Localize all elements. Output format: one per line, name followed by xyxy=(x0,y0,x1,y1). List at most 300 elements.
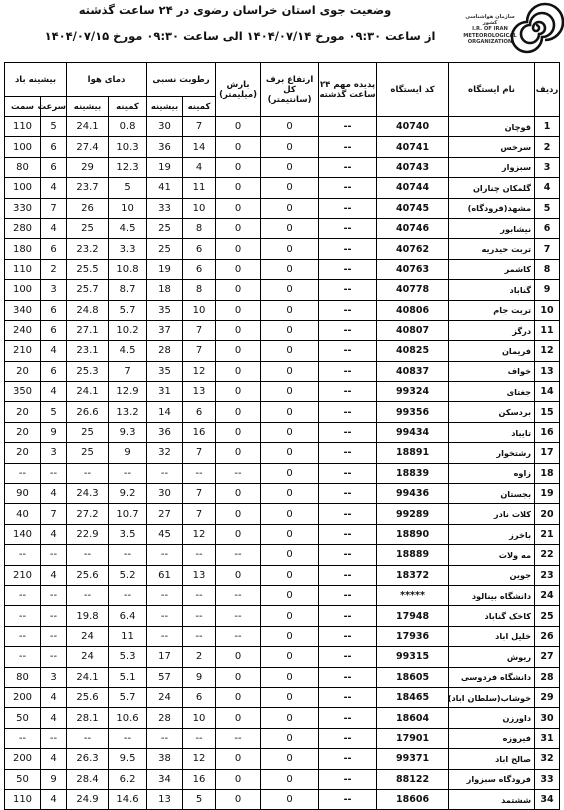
humidity-max-cell: 28 xyxy=(147,341,183,361)
temp-max-cell: 25.5 xyxy=(67,259,109,279)
wind-speed-cell: 6 xyxy=(41,320,67,340)
precipitation-cell: 0 xyxy=(216,239,261,259)
row-number-cell: 17 xyxy=(535,443,560,463)
wind-direction-cell: 110 xyxy=(5,259,41,279)
temp-min-header: کمینه xyxy=(109,97,147,117)
station-code-cell: 40763 xyxy=(377,259,449,279)
precipitation-cell: -- xyxy=(216,585,261,605)
temp-min-cell: 5.2 xyxy=(109,565,147,585)
station-code-cell: 18606 xyxy=(377,789,449,809)
col-snow-depth: ارتفاع برف کل (سانتیمتر) xyxy=(261,63,319,117)
wind-speed-cell: 9 xyxy=(41,769,67,789)
table-row xyxy=(5,708,560,728)
wind-speed-cell: -- xyxy=(41,647,67,667)
temp-max-cell: 24.1 xyxy=(67,382,109,402)
temp-min-cell: 6.4 xyxy=(109,606,147,626)
wind-direction-cell: 340 xyxy=(5,300,41,320)
humidity-max-cell: 37 xyxy=(147,320,183,340)
station-name-cell: کاشمر xyxy=(449,259,535,279)
temp-max-cell: 23.1 xyxy=(67,341,109,361)
station-name-cell: مشهد(فرودگاه) xyxy=(449,198,535,218)
humidity-max-cell: 35 xyxy=(147,361,183,381)
wind-speed-cell: 7 xyxy=(41,504,67,524)
humidity-min-cell: 7 xyxy=(183,443,216,463)
precipitation-cell: 0 xyxy=(216,218,261,238)
precipitation-cell: -- xyxy=(216,606,261,626)
humidity-min-cell: -- xyxy=(183,626,216,646)
humidity-max-cell: 32 xyxy=(147,443,183,463)
humidity-max-cell: 38 xyxy=(147,749,183,769)
precipitation-cell: -- xyxy=(216,728,261,748)
table-row xyxy=(5,484,560,504)
humidity-min-cell: 2 xyxy=(183,647,216,667)
wind-direction-cell: -- xyxy=(5,647,41,667)
snow-depth-cell: 0 xyxy=(261,626,319,646)
wind-direction-cell: 330 xyxy=(5,198,41,218)
wind-speed-cell: 6 xyxy=(41,300,67,320)
logo-line: I.R. OF IRAN xyxy=(472,26,508,33)
temp-min-cell: -- xyxy=(109,728,147,748)
temp-max-cell: 25.3 xyxy=(67,361,109,381)
wind-speed-cell: -- xyxy=(41,626,67,646)
humidity-min-cell: 6 xyxy=(183,259,216,279)
precipitation-cell: 0 xyxy=(216,198,261,218)
humidity-max-header: بیشینه xyxy=(147,97,183,117)
temp-max-cell: 27.1 xyxy=(67,320,109,340)
col-max-wind: بیشینه باد xyxy=(5,63,67,97)
station-code-cell: 40744 xyxy=(377,178,449,198)
temp-max-cell: 25.6 xyxy=(67,565,109,585)
humidity-min-cell: 6 xyxy=(183,402,216,422)
phenomenon-cell: -- xyxy=(319,687,377,707)
station-name-cell: دانشگاه فردوسی xyxy=(449,667,535,687)
wind-direction-cell: 40 xyxy=(5,504,41,524)
row-number-cell: 6 xyxy=(535,218,560,238)
wind-direction-cell: 210 xyxy=(5,565,41,585)
precipitation-cell: 0 xyxy=(216,178,261,198)
temp-max-cell: -- xyxy=(67,545,109,565)
wind-speed-cell: 6 xyxy=(41,361,67,381)
snow-depth-cell: 0 xyxy=(261,524,319,544)
table-row xyxy=(5,443,560,463)
row-number-cell: 10 xyxy=(535,300,560,320)
humidity-min-cell: 12 xyxy=(183,524,216,544)
table-row xyxy=(5,157,560,177)
table-row xyxy=(5,769,560,789)
wind-speed-cell: 4 xyxy=(41,218,67,238)
precipitation-cell: 0 xyxy=(216,769,261,789)
wind-speed-cell: 6 xyxy=(41,157,67,177)
humidity-max-cell: 14 xyxy=(147,402,183,422)
wind-speed-header: سرعت xyxy=(41,97,67,117)
temp-min-cell: 5.3 xyxy=(109,647,147,667)
logo-line: ORGANIZATION xyxy=(467,38,513,45)
temp-min-cell: 9.5 xyxy=(109,749,147,769)
temp-max-cell: 23.2 xyxy=(67,239,109,259)
temp-min-cell: 10.3 xyxy=(109,137,147,157)
station-name-cell: صالح اباد xyxy=(449,749,535,769)
station-code-cell: 40806 xyxy=(377,300,449,320)
phenomenon-cell: -- xyxy=(319,300,377,320)
snow-depth-cell: 0 xyxy=(261,157,319,177)
humidity-min-cell: 10 xyxy=(183,300,216,320)
row-number-cell: 21 xyxy=(535,524,560,544)
humidity-max-cell: 13 xyxy=(147,789,183,809)
wind-speed-cell: 5 xyxy=(41,117,67,137)
humidity-max-cell: 41 xyxy=(147,178,183,198)
temp-max-cell: 19.8 xyxy=(67,606,109,626)
phenomenon-cell: -- xyxy=(319,647,377,667)
humidity-max-cell: -- xyxy=(147,585,183,605)
station-name-cell: فیروزه xyxy=(449,728,535,748)
station-code-cell: 40807 xyxy=(377,320,449,340)
wind-direction-cell: 20 xyxy=(5,361,41,381)
table-row xyxy=(5,382,560,402)
row-number-cell: 2 xyxy=(535,137,560,157)
row-number-cell: 3 xyxy=(535,157,560,177)
wind-direction-cell: -- xyxy=(5,463,41,483)
temp-min-cell: 10 xyxy=(109,198,147,218)
phenomenon-cell: -- xyxy=(319,137,377,157)
humidity-min-cell: -- xyxy=(183,606,216,626)
precipitation-cell: 0 xyxy=(216,157,261,177)
wind-direction-cell: 100 xyxy=(5,137,41,157)
row-number-cell: 14 xyxy=(535,382,560,402)
wind-speed-cell: 4 xyxy=(41,382,67,402)
temp-max-cell: 25.7 xyxy=(67,280,109,300)
station-code-cell: 40745 xyxy=(377,198,449,218)
phenomenon-cell: -- xyxy=(319,320,377,340)
station-name-cell: جوین xyxy=(449,565,535,585)
station-code-cell: 18605 xyxy=(377,667,449,687)
snow-depth-cell: 0 xyxy=(261,687,319,707)
station-name-cell: تربت حیدریه xyxy=(449,239,535,259)
snow-depth-cell: 0 xyxy=(261,341,319,361)
temp-min-cell: 9.2 xyxy=(109,484,147,504)
humidity-max-cell: 34 xyxy=(147,769,183,789)
station-name-cell: تایباد xyxy=(449,422,535,442)
precipitation-cell: 0 xyxy=(216,382,261,402)
weather-table xyxy=(4,62,560,810)
temp-max-cell: -- xyxy=(67,728,109,748)
humidity-min-cell: 6 xyxy=(183,239,216,259)
row-number-cell: 25 xyxy=(535,606,560,626)
wind-direction-cell: -- xyxy=(5,606,41,626)
snow-depth-cell: 0 xyxy=(261,789,319,809)
phenomenon-cell: -- xyxy=(319,769,377,789)
humidity-min-cell: -- xyxy=(183,545,216,565)
wind-speed-cell: 4 xyxy=(41,178,67,198)
station-code-cell: 18889 xyxy=(377,545,449,565)
wind-speed-cell: -- xyxy=(41,463,67,483)
humidity-min-cell: 7 xyxy=(183,320,216,340)
humidity-min-cell: 10 xyxy=(183,708,216,728)
wind-direction-cell: 210 xyxy=(5,341,41,361)
humidity-max-cell: 19 xyxy=(147,259,183,279)
temp-max-cell: 26 xyxy=(67,198,109,218)
precipitation-cell: 0 xyxy=(216,443,261,463)
station-code-cell: 17936 xyxy=(377,626,449,646)
humidity-min-cell: 7 xyxy=(183,504,216,524)
table-row xyxy=(5,463,560,483)
humidity-min-cell: 16 xyxy=(183,769,216,789)
humidity-max-cell: -- xyxy=(147,463,183,483)
station-name-cell: تربت جام xyxy=(449,300,535,320)
station-name-cell: جغتای xyxy=(449,382,535,402)
humidity-min-cell: 12 xyxy=(183,361,216,381)
wind-direction-cell: -- xyxy=(5,728,41,748)
snow-depth-cell: 0 xyxy=(261,565,319,585)
wind-direction-cell: 140 xyxy=(5,524,41,544)
humidity-min-cell: 11 xyxy=(183,178,216,198)
temp-max-cell: 28.4 xyxy=(67,769,109,789)
humidity-min-cell: 16 xyxy=(183,422,216,442)
station-code-cell: 40825 xyxy=(377,341,449,361)
temp-min-cell: 4.5 xyxy=(109,341,147,361)
phenomenon-cell: -- xyxy=(319,117,377,137)
station-name-cell: درگز xyxy=(449,320,535,340)
snow-depth-cell: 0 xyxy=(261,606,319,626)
wind-direction-cell: 80 xyxy=(5,157,41,177)
snow-depth-cell: 0 xyxy=(261,259,319,279)
wind-speed-cell: 2 xyxy=(41,259,67,279)
col-relative-humidity: رطوبت نسبی xyxy=(147,63,216,97)
humidity-min-cell: -- xyxy=(183,463,216,483)
snow-depth-cell: 0 xyxy=(261,382,319,402)
table-row xyxy=(5,137,560,157)
precipitation-cell: 0 xyxy=(216,524,261,544)
row-number-cell: 24 xyxy=(535,585,560,605)
temp-max-cell: -- xyxy=(67,463,109,483)
row-number-cell: 31 xyxy=(535,728,560,748)
temp-min-cell: 7 xyxy=(109,361,147,381)
phenomenon-cell: -- xyxy=(319,402,377,422)
humidity-max-cell: 17 xyxy=(147,647,183,667)
humidity-max-cell: 18 xyxy=(147,280,183,300)
humidity-max-cell: -- xyxy=(147,626,183,646)
precipitation-cell: 0 xyxy=(216,708,261,728)
logo-line: METEOROLOGICAL xyxy=(463,32,517,39)
humidity-min-header: کمینه xyxy=(183,97,216,117)
snow-depth-cell: 0 xyxy=(261,422,319,442)
row-number-cell: 18 xyxy=(535,463,560,483)
table-row xyxy=(5,524,560,544)
station-code-cell: 99356 xyxy=(377,402,449,422)
table-row xyxy=(5,361,560,381)
wind-direction-cell: -- xyxy=(5,545,41,565)
temp-min-cell: 13.2 xyxy=(109,402,147,422)
phenomenon-cell: -- xyxy=(319,667,377,687)
table-row xyxy=(5,789,560,809)
table-row xyxy=(5,239,560,259)
wind-speed-cell: -- xyxy=(41,728,67,748)
station-code-cell: 18604 xyxy=(377,708,449,728)
humidity-min-cell: 4 xyxy=(183,157,216,177)
row-number-cell: 26 xyxy=(535,626,560,646)
temp-min-cell: 4.5 xyxy=(109,218,147,238)
report-title: وضعیت جوی استان خراسان رضوی در ۲۴ ساعت گذشته xyxy=(78,3,392,17)
temp-max-cell: 24.8 xyxy=(67,300,109,320)
humidity-max-cell: 27 xyxy=(147,504,183,524)
precipitation-cell: 0 xyxy=(216,667,261,687)
phenomenon-cell: -- xyxy=(319,178,377,198)
station-code-cell: 40741 xyxy=(377,137,449,157)
temp-min-cell: 8.7 xyxy=(109,280,147,300)
table-row xyxy=(5,341,560,361)
wind-direction-cell: 100 xyxy=(5,280,41,300)
humidity-min-cell: 6 xyxy=(183,687,216,707)
wind-direction-cell: 110 xyxy=(5,789,41,809)
phenomenon-cell: -- xyxy=(319,361,377,381)
humidity-max-cell: 25 xyxy=(147,218,183,238)
col-station-name: نام ایستگاه xyxy=(449,63,535,117)
temp-min-cell: 0.8 xyxy=(109,117,147,137)
humidity-max-cell: 36 xyxy=(147,137,183,157)
station-name-cell: مه ولات xyxy=(449,545,535,565)
humidity-max-cell: 33 xyxy=(147,198,183,218)
station-code-cell: 17901 xyxy=(377,728,449,748)
precipitation-cell: 0 xyxy=(216,647,261,667)
temp-min-cell: 9 xyxy=(109,443,147,463)
row-number-cell: 29 xyxy=(535,687,560,707)
station-code-cell: 40746 xyxy=(377,218,449,238)
station-code-cell: 18465 xyxy=(377,687,449,707)
snow-depth-cell: 0 xyxy=(261,585,319,605)
temp-max-cell: 27.2 xyxy=(67,504,109,524)
phenomenon-cell: -- xyxy=(319,382,377,402)
temp-max-header: بیشینه xyxy=(67,97,109,117)
wind-direction-cell: -- xyxy=(5,626,41,646)
temp-min-cell: 10.8 xyxy=(109,259,147,279)
temp-max-cell: 28.1 xyxy=(67,708,109,728)
humidity-max-cell: 45 xyxy=(147,524,183,544)
humidity-min-cell: 7 xyxy=(183,484,216,504)
wind-direction-cell: 80 xyxy=(5,667,41,687)
station-name-cell: باخرز xyxy=(449,524,535,544)
table-body xyxy=(5,117,560,810)
station-code-cell: 40837 xyxy=(377,361,449,381)
wind-speed-cell: 3 xyxy=(41,280,67,300)
station-code-cell: 99436 xyxy=(377,484,449,504)
phenomenon-cell: -- xyxy=(319,422,377,442)
snow-depth-cell: 0 xyxy=(261,280,319,300)
humidity-min-cell: 14 xyxy=(183,137,216,157)
wind-speed-cell: 4 xyxy=(41,565,67,585)
phenomenon-cell: -- xyxy=(319,157,377,177)
temp-max-cell: 29 xyxy=(67,157,109,177)
precipitation-cell: 0 xyxy=(216,341,261,361)
temp-min-cell: -- xyxy=(109,585,147,605)
phenomenon-cell: -- xyxy=(319,198,377,218)
row-number-cell: 22 xyxy=(535,545,560,565)
temp-min-cell: 10.6 xyxy=(109,708,147,728)
temp-max-cell: 26.3 xyxy=(67,749,109,769)
wind-speed-cell: 3 xyxy=(41,443,67,463)
station-code-cell: 18372 xyxy=(377,565,449,585)
phenomenon-cell: -- xyxy=(319,728,377,748)
humidity-max-cell: 25 xyxy=(147,239,183,259)
snow-depth-cell: 0 xyxy=(261,667,319,687)
phenomenon-cell: -- xyxy=(319,545,377,565)
row-number-cell: 28 xyxy=(535,667,560,687)
station-name-cell: دانشگاه بینالود xyxy=(449,585,535,605)
phenomenon-cell: -- xyxy=(319,708,377,728)
snow-depth-cell: 0 xyxy=(261,218,319,238)
table-row xyxy=(5,687,560,707)
temp-min-cell: 6.2 xyxy=(109,769,147,789)
phenomenon-cell: -- xyxy=(319,524,377,544)
precipitation-cell: 0 xyxy=(216,749,261,769)
humidity-max-cell: 61 xyxy=(147,565,183,585)
precipitation-cell: -- xyxy=(216,463,261,483)
wind-direction-cell: 20 xyxy=(5,402,41,422)
snow-depth-cell: 0 xyxy=(261,300,319,320)
wind-direction-cell: 50 xyxy=(5,769,41,789)
temp-max-cell: 24.1 xyxy=(67,117,109,137)
row-number-cell: 8 xyxy=(535,259,560,279)
row-number-cell: 13 xyxy=(535,361,560,381)
temp-max-cell: 24 xyxy=(67,626,109,646)
row-number-cell: 34 xyxy=(535,789,560,809)
temp-min-cell: 10.2 xyxy=(109,320,147,340)
station-code-cell: 99289 xyxy=(377,504,449,524)
snow-depth-cell: 0 xyxy=(261,239,319,259)
precipitation-cell: 0 xyxy=(216,300,261,320)
humidity-min-cell: 8 xyxy=(183,280,216,300)
precipitation-cell: 0 xyxy=(216,137,261,157)
station-code-cell: 40762 xyxy=(377,239,449,259)
snow-depth-cell: 0 xyxy=(261,361,319,381)
temp-max-cell: 24.3 xyxy=(67,484,109,504)
precipitation-cell: 0 xyxy=(216,117,261,137)
col-phenomenon: پدیده مهم ۲۴ ساعت گذشته xyxy=(319,63,377,117)
phenomenon-cell: -- xyxy=(319,341,377,361)
wind-direction-cell: 110 xyxy=(5,117,41,137)
humidity-max-cell: -- xyxy=(147,606,183,626)
station-name-cell: رشتخوار xyxy=(449,443,535,463)
precipitation-cell: 0 xyxy=(216,565,261,585)
table-row xyxy=(5,300,560,320)
station-name-cell: بردسکن xyxy=(449,402,535,422)
station-name-cell: ششتمد xyxy=(449,789,535,809)
wind-direction-cell: 90 xyxy=(5,484,41,504)
meteorological-organization-logo xyxy=(462,4,554,52)
snow-depth-cell: 0 xyxy=(261,198,319,218)
precipitation-cell: 0 xyxy=(216,402,261,422)
station-name-cell: ریوش xyxy=(449,647,535,667)
snow-depth-cell: 0 xyxy=(261,545,319,565)
humidity-min-cell: 5 xyxy=(183,789,216,809)
temp-min-cell: 5.7 xyxy=(109,687,147,707)
phenomenon-cell: -- xyxy=(319,280,377,300)
row-number-cell: 11 xyxy=(535,320,560,340)
temp-min-cell: 12.9 xyxy=(109,382,147,402)
table-row xyxy=(5,667,560,687)
row-number-cell: 9 xyxy=(535,280,560,300)
precipitation-cell: 0 xyxy=(216,361,261,381)
row-number-cell: 12 xyxy=(535,341,560,361)
precipitation-cell: -- xyxy=(216,545,261,565)
wind-direction-cell: 350 xyxy=(5,382,41,402)
wind-direction-cell: 20 xyxy=(5,443,41,463)
snow-depth-cell: 0 xyxy=(261,117,319,137)
row-number-cell: 19 xyxy=(535,484,560,504)
station-name-cell: خلیل اباد xyxy=(449,626,535,646)
temp-max-cell: 25.6 xyxy=(67,687,109,707)
report-header xyxy=(0,0,564,62)
wind-speed-cell: 4 xyxy=(41,749,67,769)
temp-max-cell: -- xyxy=(67,585,109,605)
